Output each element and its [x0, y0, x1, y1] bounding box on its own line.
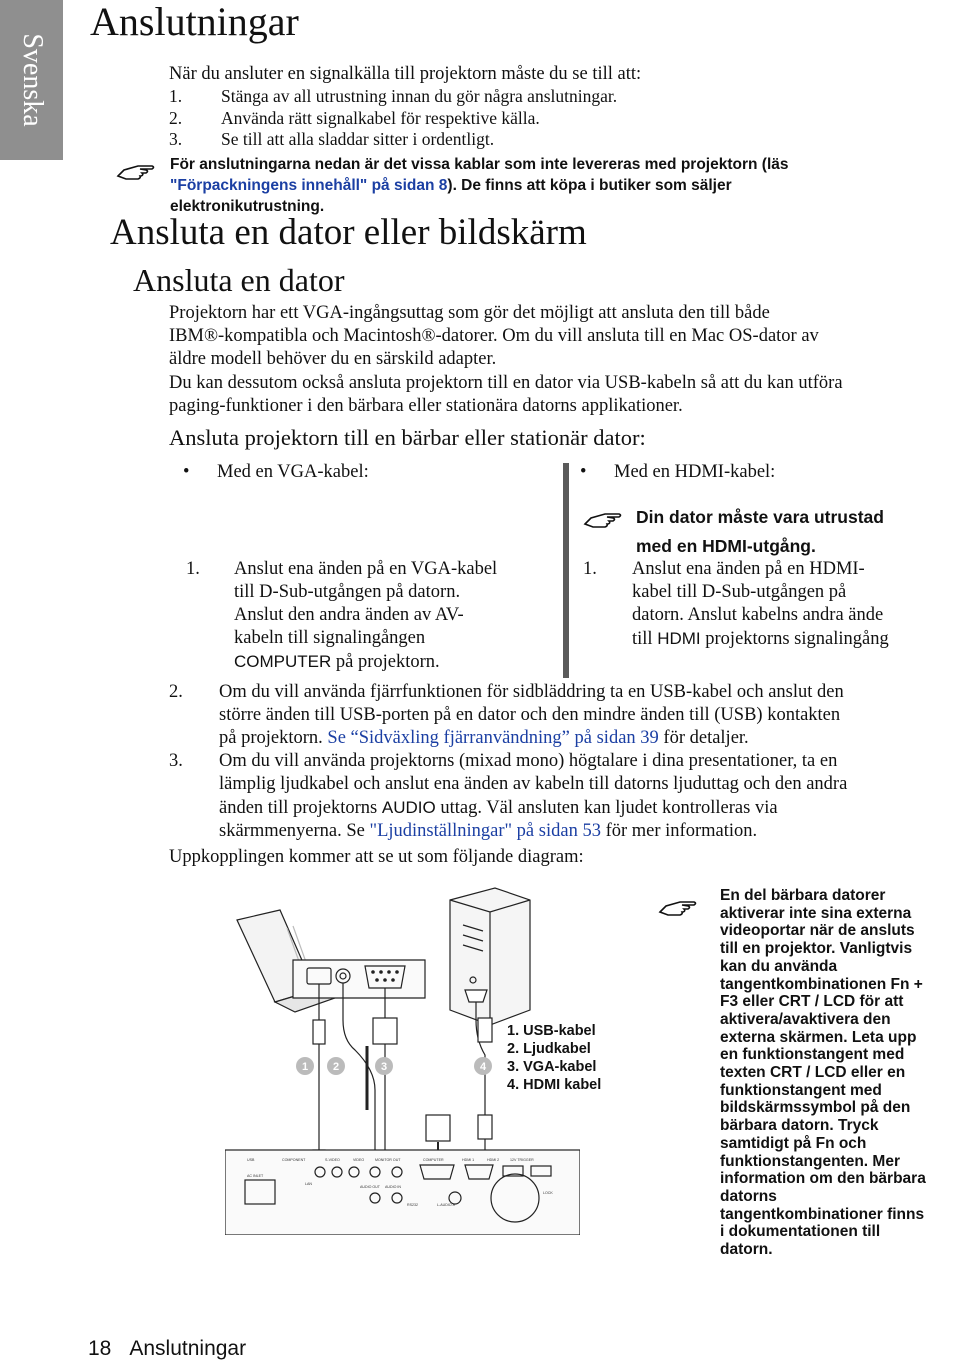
- page-title: Anslutningar: [90, 0, 299, 44]
- panel-label: AC INLET: [247, 1174, 264, 1178]
- step3-number: 3.: [169, 751, 183, 771]
- panel-label: HDMI 2: [487, 1158, 500, 1162]
- page-number: 18: [88, 1337, 112, 1360]
- paragraph-usb-paging: Du kan dessutom också ansluta projektorn till en dator via USB-kabeln så att du kan utföra paging-funktioner i den bärbara eller stationära datorns applikationer.: [169, 373, 843, 416]
- panel-label: COMPUTER: [423, 1158, 444, 1162]
- link-package-contents[interactable]: "Förpackningens innehåll" på sidan 8: [170, 177, 448, 194]
- panel-label: AUDIO IN: [385, 1185, 401, 1189]
- section-heading: Ansluta en dator eller bildskärm: [110, 212, 587, 253]
- panel-label: AUDIO OUT: [360, 1185, 380, 1189]
- column-divider: [563, 463, 569, 678]
- link-paging[interactable]: Se “Sidväxling fjärranvändning” på sidan 39: [327, 728, 659, 748]
- pointing-hand-icon: [583, 506, 623, 532]
- cable-number-2: 2: [332, 1061, 340, 1073]
- desktop-tower-illustration: [450, 888, 530, 1025]
- panel-label: S-VIDEO: [325, 1158, 340, 1162]
- paragraph-vga-input: Projektorn har ett VGA-ingångsuttag som gör det möjligt att ansluta den till både IBM®-kompatibla och Macintosh®-datorer. Om du vill ansluta till en Mac OS-dator av äldre modell behöver du en särskild adapter.: [169, 303, 819, 369]
- bullet-hdmi-cable: • Med en HDMI-kabel:: [614, 461, 775, 484]
- panel-label: 12V TRIGGER: [510, 1158, 534, 1162]
- steps-list: [169, 86, 617, 151]
- bullet-vga-cable: • Med en VGA-kabel:: [217, 461, 369, 484]
- list-item: 1. Stänga av all utrustning innan du gör några anslutningar.: [169, 86, 618, 106]
- note-laptop-video: En del bärbara datorer aktiverar inte sina externa videoportar när de ansluts till en projektor. Vanligtvis kan du använda tangentkombinationen Fn + F3 eller CRT / LCD för att aktivera/avaktivera den externa skärmen. Leta upp en funktionstangent med texten CRT / LCD eller en funktionstangent med bildskärmssymbol på den bärbara datorn. Tryck samtidigt på Fn och funktionstangenten. Mer information om den bärbara datorns tangentkombinationer finns i dokumentationen till datorn.: [720, 887, 926, 1259]
- list-item: 2. Använda rätt signalkabel för respektive källa.: [169, 107, 540, 128]
- list-item: 3. Se till att alla sladdar sitter i ordentligt.: [169, 129, 495, 149]
- cable-number-1: 1: [301, 1061, 309, 1073]
- vga-step-number: 1.: [186, 559, 200, 579]
- footer-title: Anslutningar: [129, 1337, 247, 1360]
- cable-legend: 1. USB-kabel 2. Ljudkabel 3. VGA-kabel 4. HDMI kabel: [507, 1023, 602, 1093]
- pointing-hand-icon: [658, 894, 698, 920]
- language-tab-label: Svenska: [16, 33, 48, 127]
- pointing-hand-icon: [116, 158, 156, 184]
- panel-label: HDMI 1: [462, 1158, 475, 1162]
- subsection-heading: Ansluta en dator: [133, 262, 345, 298]
- note-cables: För anslutningarna nedan är det vissa kablar som inte levereras med projektorn (läs "Förpackningens innehåll" på sidan 8). De finns att köpa i butiker som säljer elektronikutrustning.: [170, 156, 789, 215]
- hdmi-step-text: Anslut ena änden på en HDMI- kabel till D-Sub-utgången på datorn. Anslut kabelns andra ände till HDMI projektorns signalingång: [632, 559, 889, 649]
- panel-label: RS232: [407, 1203, 418, 1207]
- page-footer: [88, 1337, 264, 1361]
- diagram-intro: Uppkopplingen kommer att se ut som följande diagram:: [169, 847, 584, 867]
- panel-label: USB: [247, 1158, 255, 1162]
- note-hdmi-required: Din dator måste vara utrustad med en HDMI-utgång.: [636, 507, 884, 556]
- step2-number: 2.: [169, 682, 183, 702]
- hdmi-step-number: 1.: [583, 559, 597, 579]
- vga-step-text: Anslut ena änden på en VGA-kabel till D-Sub-utgången på datorn. Anslut den andra änden av AV- kabeln till signalingången COMPUTER på projektorn.: [234, 559, 498, 672]
- cable-number-4: 4: [479, 1061, 487, 1073]
- panel-label: LAN: [305, 1182, 312, 1186]
- link-audio-settings[interactable]: "Ljudinställningar" på sidan 53: [369, 821, 601, 841]
- panel-label: MONITOR OUT: [375, 1158, 401, 1162]
- panel-label: LOCK: [543, 1191, 553, 1195]
- panel-label: COMPONENT: [282, 1158, 306, 1162]
- panel-label: VIDEO: [353, 1158, 365, 1162]
- step3-text: Om du vill använda projektorns (mixad mono) högtalare i dina presentationer, ta en lämplig ljudkabel och anslut ena änden av kabeln till datorns ljuduttag och den andra änden till projektorns AUDIO uttag. Väl ansluten kan ljudet kontrolleras via skärmmenyerna. Se "Ljudinställningar" på sidan 53 för mer information.: [219, 751, 848, 841]
- step2-text: Om du vill använda fjärrfunktionen för sidbläddring ta en USB-kabel och anslut den större änden till USB-porten på en dator och den mindre änden till (USB) kontakten på projektorn. Se “Sidväxling fjärranvändning” på sidan 39 för detaljer.: [219, 682, 844, 748]
- language-tab: [0, 0, 63, 160]
- procedure-heading: Ansluta projektorn till en bärbar eller stationär dator:: [169, 425, 646, 450]
- intro-text: När du ansluter en signalkälla till projektorn måste du se till att:: [169, 64, 642, 84]
- cable-number-3: 3: [380, 1061, 388, 1073]
- panel-label: L-AUDIO-R: [437, 1203, 456, 1207]
